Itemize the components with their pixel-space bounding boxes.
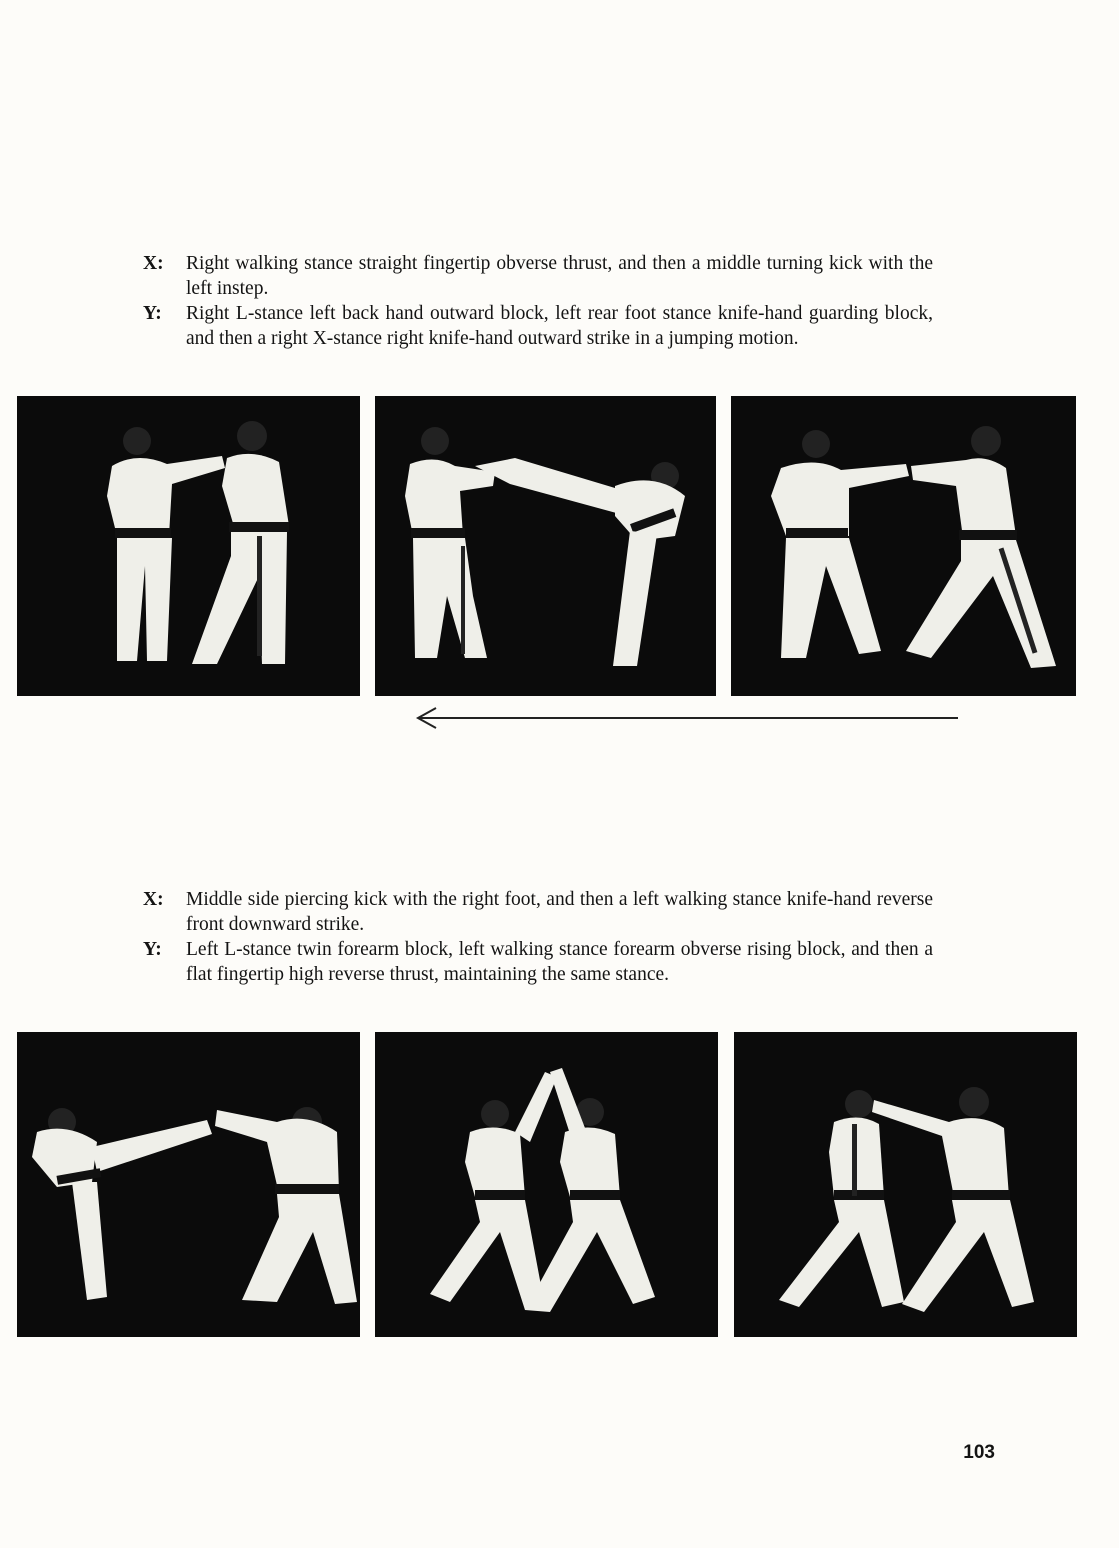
caption-label: X: [143,253,164,274]
photo-2-2 [375,1032,718,1337]
caption-text: Middle side piercing kick with the right foot, and then a left walking stance knife-hand reverse front downward strike. [186,889,933,935]
caption-text: Right L-stance left back hand outward block, left rear foot stance knife-hand guarding block, and then a right X-stance right knife-hand outward strike in a jumping motion. [186,303,933,349]
caption-text: Left L-stance twin forearm block, left walking stance forearm obverse rising block, and then a flat fingertip high reverse thrust, maintaining the same stance. [186,939,933,985]
direction-arrow-icon [410,706,962,730]
photo-2-1 [17,1032,360,1337]
caption-block-2 [143,887,933,987]
caption-y-1 [143,301,933,351]
photo-2-3 [734,1032,1077,1337]
photo-1-2 [375,396,716,696]
page-number: 103 [963,1442,995,1463]
caption-x-1 [143,251,933,301]
caption-x-2 [143,887,933,937]
photo-1-3 [731,396,1076,696]
caption-text: Right walking stance straight fingertip obverse thrust, and then a middle turning kick with the left instep. [186,253,933,299]
caption-label: Y: [143,939,162,960]
caption-y-2 [143,937,933,987]
photo-1-1 [17,396,360,696]
caption-block-1 [143,251,933,351]
caption-label: X: [143,889,164,910]
caption-label: Y: [143,303,162,324]
